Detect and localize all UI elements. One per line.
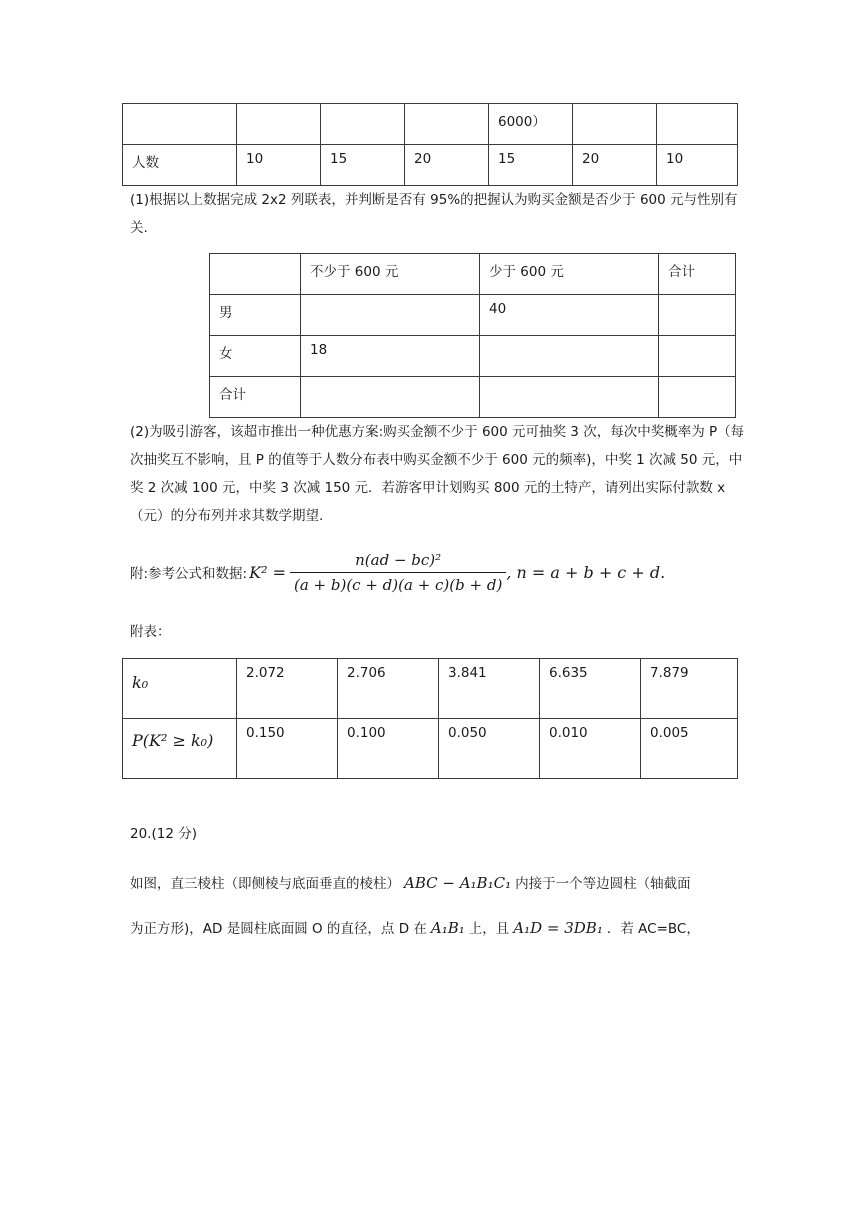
text-span: 内接于一个等边圆柱（轴截面	[515, 876, 691, 892]
table-cell	[321, 104, 404, 116]
table-row-label: P(K² ≥ k₀)	[132, 731, 214, 750]
table-cell	[659, 295, 735, 301]
table-cell: 6.635	[549, 665, 588, 681]
table-cell	[657, 104, 737, 116]
table-cell: 3.841	[448, 665, 487, 681]
table-cell	[123, 104, 236, 116]
table-cell	[301, 377, 479, 383]
question-20-line-2	[130, 917, 750, 937]
table-cell: 2.072	[246, 665, 285, 681]
formula-numerator: n(ad − bc)²	[290, 551, 506, 573]
table-cell: 男	[219, 305, 233, 321]
table-cell: 0.010	[549, 725, 588, 741]
table-label: 附表：	[130, 624, 171, 640]
text-span: 如图，直三棱柱（即侧棱与底面垂直的棱柱）	[130, 876, 400, 892]
table-cell: 0.005	[650, 725, 689, 741]
formula-fraction	[290, 551, 506, 594]
table-cell: 15	[330, 151, 348, 167]
table-cell	[659, 377, 735, 383]
math-expression: A₁B₁	[430, 919, 465, 937]
formula-suffix: , n = a + b + c + d.	[506, 562, 666, 582]
table-cell: 40	[489, 301, 507, 317]
formula-denominator: (a + b)(c + d)(a + c)(b + d)	[293, 575, 503, 594]
table-cell: 人数	[132, 155, 159, 171]
table-row	[210, 336, 736, 377]
table-header	[210, 254, 300, 266]
table-header: 少于 600 元	[489, 264, 564, 280]
table-cell: 18	[310, 342, 328, 358]
table-row	[210, 377, 736, 418]
table-cell: 10	[666, 151, 684, 167]
table-cell	[659, 336, 735, 342]
table-cell	[573, 104, 656, 116]
math-expression: ABC − A₁B₁C₁	[404, 874, 512, 892]
table-cell: 合计	[219, 387, 246, 403]
table-cell: 7.879	[650, 665, 689, 681]
table-cell: 0.150	[246, 725, 285, 741]
table-cell	[480, 377, 658, 383]
contingency-table	[209, 253, 736, 418]
question-20-title: 20.(12 分)	[130, 826, 197, 842]
text-span: ．若 AC=BC，	[606, 921, 700, 937]
table-cell	[480, 336, 658, 342]
table-cell: 20	[582, 151, 600, 167]
table-cell	[405, 104, 488, 116]
text-span: 为正方形)，AD 是圆柱底面圆 O 的直径，点 D 在	[130, 921, 427, 937]
text-span: 上，且	[468, 921, 510, 937]
question-2-text: (2)为吸引游客，该超市推出一种优惠方案:购买金额不少于 600 元可抽奖 3 次，每次中奖概率为 P（每次抽奖互不影响，且 P 的值等于人数分布表中购买金额不少于 600 元的频率)，中奖 1 次减 50 元，中奖 2 次减 100 元，中奖 3 次减 150 元．若游客甲计划购买 800 元的土特产，请列出实际付款数 x（元）的分布列并求其数学期望.	[130, 424, 745, 524]
reference-table	[122, 658, 738, 779]
table-cell: 0.100	[347, 725, 386, 741]
table-row	[123, 104, 738, 145]
table-cell: 20	[414, 151, 432, 167]
table-row-label: k₀	[132, 673, 149, 692]
table-cell	[237, 104, 320, 116]
question-1-text: (1)根据以上数据完成 2x2 列联表，并判断是否有 95%的把握认为购买金额是否少于 600 元与性别有关.	[130, 192, 738, 236]
table-cell: 女	[219, 346, 233, 362]
table-cell: 10	[246, 151, 264, 167]
table-cell: 6000）	[498, 114, 546, 130]
table-row	[210, 295, 736, 336]
table-cell: 0.050	[448, 725, 487, 741]
table-row	[123, 145, 738, 186]
table-row	[210, 254, 736, 295]
table-header: 合计	[668, 264, 695, 280]
math-expression: A₁D = 3DB₁	[513, 919, 603, 937]
table-row	[123, 719, 738, 779]
table-row	[123, 659, 738, 719]
formula-prefix: 附:参考公式和数据:	[130, 566, 248, 582]
table-cell: 2.706	[347, 665, 386, 681]
formula-lhs: K² =	[249, 562, 286, 582]
table-cell: 15	[498, 151, 516, 167]
distribution-table	[122, 103, 738, 186]
table-cell	[301, 295, 479, 301]
table-header: 不少于 600 元	[310, 264, 399, 280]
reference-formula	[130, 544, 750, 600]
question-20-line-1	[130, 872, 750, 892]
